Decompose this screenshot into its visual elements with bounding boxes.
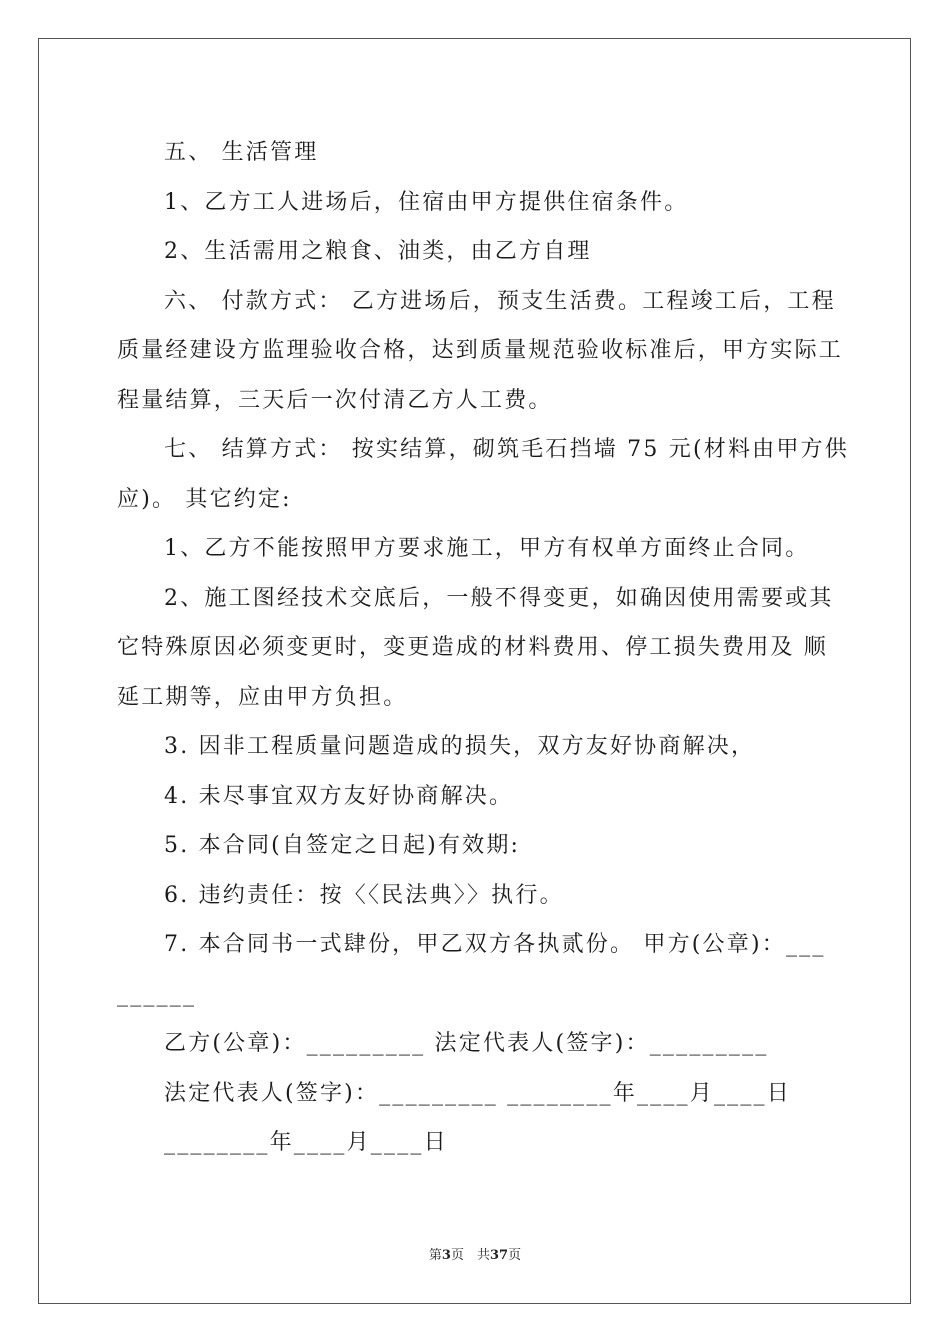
paragraph-line: 延工期等，应由甲方负担。 (117, 684, 408, 710)
paragraph-line: 2、生活需用之粮食、油类，由乙方自理 (164, 239, 592, 264)
paragraph-line: 应)。 其它约定: (117, 486, 292, 512)
section-heading-payment: 六、 付款方式： 乙方进场后，预支生活费。工程竣工后，工程 (164, 288, 836, 314)
footer-total-pages: 37 (489, 1248, 509, 1263)
section-heading-settlement: 七、 结算方式： 按实结算，砌筑毛石挡墙 75 元(材料由甲方供 (164, 437, 849, 462)
paragraph-line: 程量结算，三天后一次付清乙方人工费。 (117, 387, 553, 413)
paragraph-line: 质量经建设方监理验收合格，达到质量规范验收标准后，甲方实际工 (117, 338, 844, 363)
paragraph-line: 6. 违约责任：按〈〈民法典〉〉执行。 (164, 882, 564, 908)
footer-page-number: 3 (441, 1248, 451, 1263)
paragraph-line: 1、乙方不能按照甲方要求施工，甲方有权单方面终止合同。 (164, 536, 810, 561)
footer-mid: 页 共 (450, 1248, 490, 1263)
document-body (117, 128, 849, 1168)
signature-blank-line: ______ (117, 981, 197, 1007)
paragraph-line: 它特殊原因必须变更时，变更造成的材料费用、停工损失费用及 顺 (117, 635, 828, 660)
paragraph-line: 1、乙方工人进场后，住宿由甲方提供住宿条件。 (164, 189, 689, 215)
paragraph-line: 2、施工图经技术交底后，一般不得变更，如确因使用需要或其 (164, 585, 834, 611)
paragraph-line: 3. 因非工程质量问题造成的损失，双方友好协商解决， (164, 734, 756, 759)
page-footer (0, 1244, 950, 1263)
signature-date-line: ________年____月____日 (164, 1130, 448, 1155)
paragraph-line: 4. 未尽事宜双方友好协商解决。 (164, 783, 514, 809)
paragraph-line: 7. 本合同书一式肆份，甲乙双方各执贰份。 甲方(公章)：___ (164, 932, 826, 957)
paragraph-line: 5. 本合同(自签定之日起)有效期: (164, 833, 521, 858)
signature-party-b-line: 乙方(公章)：_________ 法定代表人(签字)：_________ (164, 1031, 769, 1056)
footer-suffix: 页 (508, 1248, 522, 1263)
footer-prefix: 第 (428, 1248, 442, 1263)
section-heading-living: 五、 生活管理 (164, 140, 319, 165)
signature-representative-line: 法定代表人(签字)：_________ ________年____月____日 (164, 1080, 791, 1106)
